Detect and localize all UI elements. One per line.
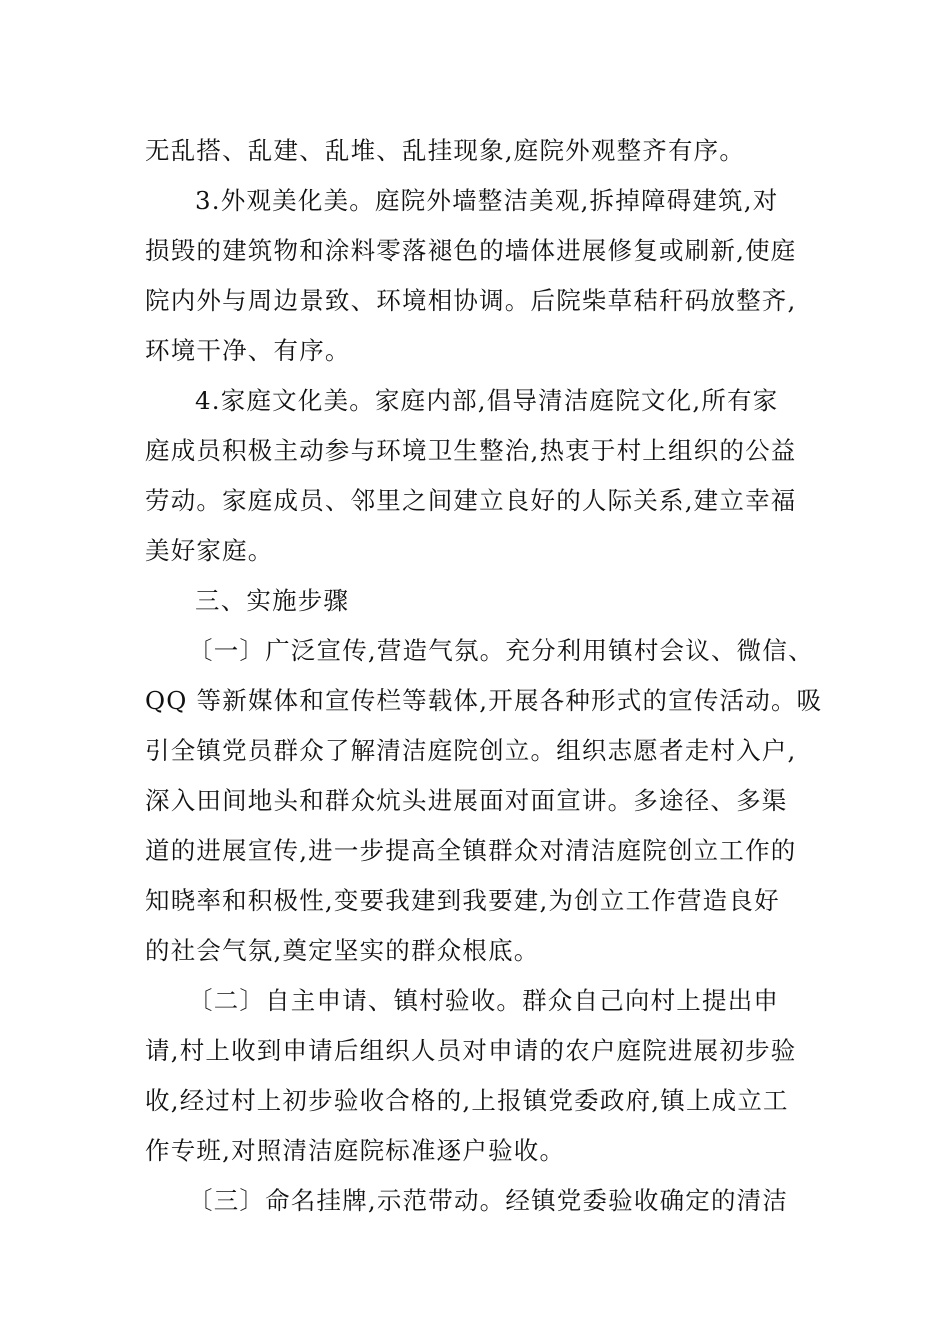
text-line: 美好家庭。 [145,536,274,565]
text-line: 3.外观美化美。庭院外墙整洁美观,拆掉障碍建筑,对 [195,186,779,215]
text-line: 请,村上收到申请后组织人员对申请的农户庭院进展初步验 [145,1036,797,1065]
text-line: QQ 等新媒体和宣传栏等载体,开展各种形式的宣传活动。吸 [145,686,823,715]
text-line: 劳动。家庭成员、邻里之间建立良好的人际关系,建立幸福 [145,486,797,515]
text-line: 〔一〕广泛宣传,营造气氛。充分利用镇村会议、微信、 [188,636,814,665]
text-line: 道的进展宣传,进一步提高全镇群众对清洁庭院创立工作的 [145,836,797,865]
text-line: 〔二〕自主申请、镇村验收。群众自己向村上提出申 [188,986,780,1015]
text-line: 无乱搭、乱建、乱堆、乱挂现象,庭院外观整齐有序。 [145,136,746,165]
text-line: 庭成员积极主动参与环境卫生整治,热衷于村上组织的公益 [145,436,797,465]
text-line: 环境干净、有序。 [145,336,351,365]
text-line: 深入田间地头和群众炕头进展面对面宣讲。多途径、多渠 [145,786,788,815]
text-line: 损毁的建筑物和涂料零落褪色的墙体进展修复或刷新,使庭 [145,236,797,265]
text-line: 作专班,对照清洁庭院标准逐户验收。 [145,1136,566,1165]
section-heading: 三、实施步骤 [195,586,350,615]
text-line: 〔三〕命名挂牌,示范带动。经镇党委验收确定的清洁 [188,1186,789,1215]
text-line: 引全镇党员群众了解清洁庭院创立。组织志愿者走村入户, [145,736,797,765]
text-line: 的社会气氛,奠定坚实的群众根底。 [145,936,540,965]
text-line: 收,经过村上初步验收合格的,上报镇党委政府,镇上成立工 [145,1086,789,1115]
text-line: 4.家庭文化美。家庭内部,倡导清洁庭院文化,所有家 [195,386,779,415]
text-line: 知晓率和积极性,变要我建到我要建,为创立工作营造良好 [145,886,780,915]
text-line: 院内外与周边景致、环境相协调。后院柴草秸秆码放整齐, [145,286,797,315]
